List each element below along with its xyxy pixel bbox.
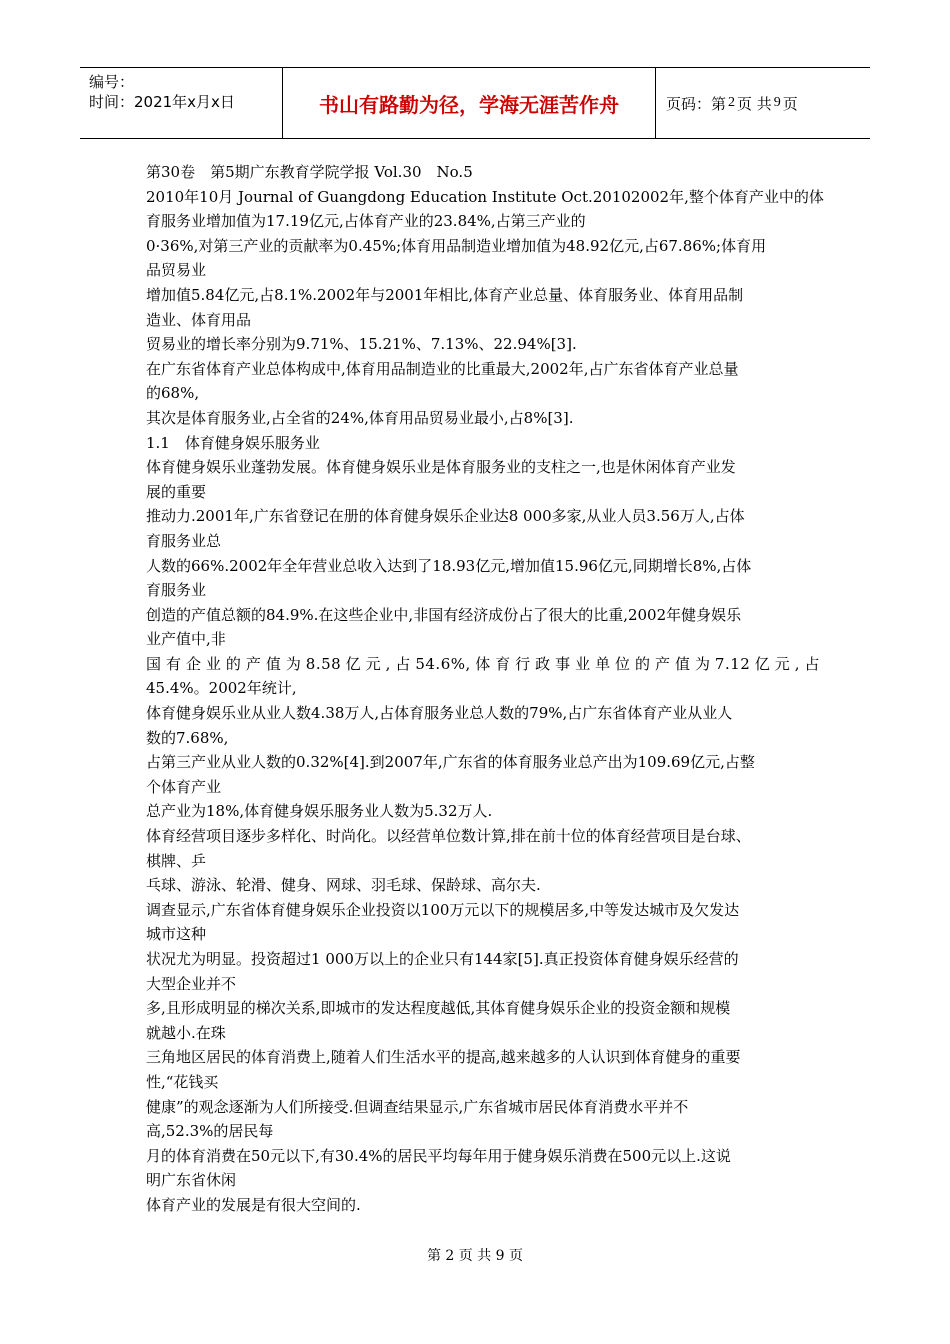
text-line: 造业、体育用品 xyxy=(146,310,252,329)
text-line: 0·36%,对第三产业的贡献率为0.45%;体育用品制造业增加值为48.92亿元,占67.86%;体育用 xyxy=(146,236,767,255)
page-current: 2 xyxy=(728,95,736,110)
header-meta xyxy=(80,68,283,138)
text-line: 体育产业的发展是有很大空间的. xyxy=(146,1195,361,1214)
text-line: 育服务业增加值为17.19亿元,占体育产业的23.84%,占第三产业的 xyxy=(146,212,586,231)
page-total: 9 xyxy=(773,95,781,110)
text-line: 育服务业 xyxy=(146,581,207,600)
text-line: 调查显示,广东省体育健身娱乐企业投资以100万元以下的规模居多,中等发达城市及欠发达 xyxy=(146,900,740,919)
text-line: 第30卷 第5期广东教育学院学报 Vol.30 No.5 xyxy=(146,163,473,181)
text-line: 乓球、游泳、轮滑、健身、网球、羽毛球、保龄球、高尔夫. xyxy=(146,876,541,895)
page-footer: 第 2 页 共 9 页 xyxy=(426,1248,524,1264)
document-body xyxy=(146,160,824,1218)
page-prefix: 页码：第 xyxy=(666,94,727,113)
text-line: 业产值中,非 xyxy=(146,630,226,649)
text-line: 多,且形成明显的梯次关系,即城市的发达程度越低,其体育健身娱乐企业的投资金额和规模 xyxy=(146,999,731,1018)
text-line: 个体育产业 xyxy=(146,777,222,796)
text-line: 增加值5.84亿元,占8.1%.2002年与2001年相比,体育产业总量、体育服务业、体育用品制 xyxy=(146,285,744,304)
text-line: 国有企业的产值为8.58亿元,占54.6%,体育行政事业单位的产值为7.12亿元,占 xyxy=(146,654,820,673)
text-line: 展的重要 xyxy=(146,482,207,501)
text-line: 就越小.在珠 xyxy=(146,1023,226,1042)
page-suffix: 页 xyxy=(782,94,798,113)
text-line: 城市这种 xyxy=(146,925,207,944)
text-line: 三角地区居民的体育消费上,随着人们生活水平的提高,越来越多的人认识到体育健身的重要 xyxy=(146,1048,741,1067)
text-line: 的68%, xyxy=(146,384,200,403)
time-label: 时间：2021年x月x日 xyxy=(89,93,235,111)
text-line: 数的7.68%, xyxy=(146,728,229,747)
text-line: 推动力.2001年,广东省登记在册的体育健身娱乐企业达8 000多家,从业人员3.56万人,占体 xyxy=(146,507,745,526)
header-motto: 书山有路勤为径，学海无涯苦作舟 xyxy=(283,68,656,138)
text-line: 月的体育消费在50元以下,有30.4%的居民平均每年用于健身娱乐消费在500元以上.这说 xyxy=(146,1146,731,1165)
text-line: 其次是体育服务业,占全省的24%,体育用品贸易业最小,占8%[3]. xyxy=(146,408,574,427)
text-line: 贸易业的增长率分别为9.71%、15.21%、7.13%、22.94%[3]. xyxy=(146,335,577,354)
text-line: 45.4%。2002年统计, xyxy=(146,679,297,698)
text-line: 体育经营项目逐步多样化、时尚化。以经营单位数计算,排在前十位的体育经营项目是台球、 xyxy=(146,827,751,846)
text-line: 总产业为18%,体育健身娱乐服务业人数为5.32万人. xyxy=(146,802,493,821)
text-line: 体育健身娱乐业蓬勃发展。体育健身娱乐业是体育服务业的支柱之一,也是休闲体育产业发 xyxy=(146,458,736,477)
text-line: 体育健身娱乐业从业人数4.38万人,占体育服务业总人数的79%,占广东省体育产业从业人 xyxy=(146,704,733,723)
text-line: 创造的产值总额的84.9%.在这些企业中,非国有经济成份占了很大的比重,2002年健身娱乐 xyxy=(146,605,742,624)
text-line: 性,“花钱买 xyxy=(146,1072,219,1091)
text-line: 状况尤为明显。投资超过1 000万以上的企业只有144家[5].真正投资体育健身娱乐经营的 xyxy=(146,950,739,968)
text-line: 2010年10月 Journal of Guangdong Education Institute Oct.20102002年,整个体育产业中的体 xyxy=(146,187,824,206)
page-header xyxy=(80,67,870,139)
text-line: 人数的66%.2002年全年营业总收入达到了18.93亿元,增加值15.96亿元,同期增长8%,占体 xyxy=(146,556,752,575)
text-line: 在广东省体育产业总体构成中,体育用品制造业的比重最大,2002年,占广东省体育产业总量 xyxy=(146,359,739,378)
text-line: 大型企业并不 xyxy=(146,974,237,993)
header-page-number xyxy=(656,68,870,138)
text-line: 1.1 体育健身娱乐服务业 xyxy=(146,433,320,452)
text-line: 育服务业总 xyxy=(146,531,222,550)
text-line: 高,52.3%的居民每 xyxy=(146,1122,274,1141)
text-line: 品贸易业 xyxy=(146,261,207,280)
page-mid: 页 共 xyxy=(737,94,772,113)
text-line: 占第三产业从业人数的0.32%[4].到2007年,广东省的体育服务业总产出为109.69亿元,占整 xyxy=(146,753,755,772)
code-label: 编号： xyxy=(89,73,135,91)
text-line: 健康”的观念逐渐为人们所接受.但调查结果显示,广东省城市居民体育消费水平并不 xyxy=(146,1097,689,1116)
text-line: 明广东省休闲 xyxy=(146,1171,237,1190)
text-line: 棋牌、乒 xyxy=(146,851,207,870)
